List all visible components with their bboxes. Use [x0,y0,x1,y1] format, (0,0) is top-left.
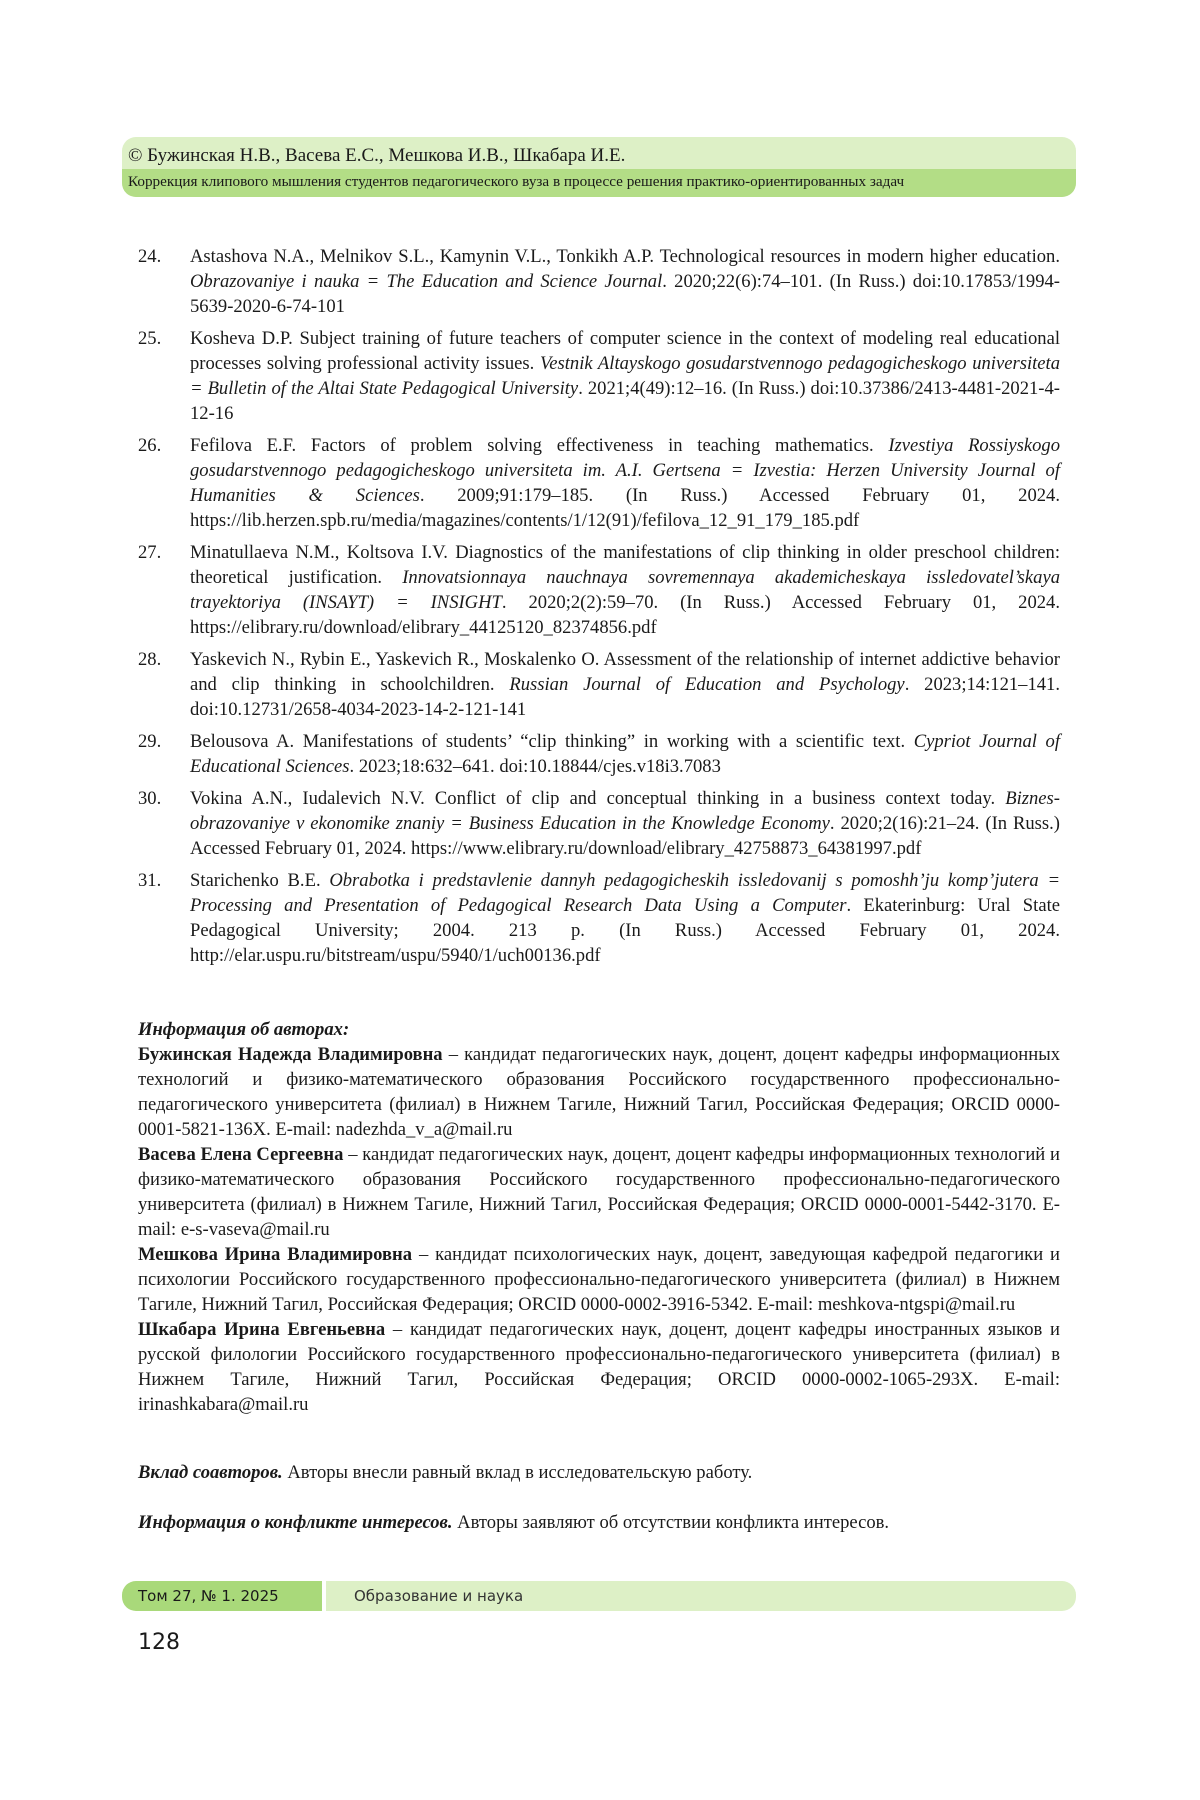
reference-number: 27. [138,542,162,563]
reference-text [190,326,1060,426]
reference-item [138,326,1060,426]
reference-source-title: Biznes-obrazovaniye v ekonomike znaniy = Business Education in the Knowledge Economy [190,788,1060,834]
running-header [122,137,1076,197]
author-name: Шкабара Ирина Евгеньевна [138,1319,386,1340]
author-name: Мешкова Ирина Владимировна [138,1244,413,1265]
reference-number: 31. [138,870,162,891]
header-article-title: Коррекция клипового мышления студентов педагогического вуза в процессе решения практико-ориентированных задач [128,173,905,190]
reference-segment: Yaskevich N., Rybin E., Yaskevich R., Moskalenko O. Assessment of the relationship of internet addictive behavior and clip thinking in schoolchildren. [190,649,1060,695]
author-name: Бужинская Надежда Владимировна [138,1044,443,1065]
reference-text [190,244,1060,319]
reference-item [138,786,1060,861]
header-authors: © Бужинская Н.В., Васева Е.С., Мешкова И.В., Шкабара И.Е. [128,145,626,166]
author-entry [138,1317,1060,1417]
author-details: – кандидат педагогических наук, доцент, доцент кафедры иностранных языков и русской филологии Российского государственного профессионально-педагогического университета (филиал) в Нижнем Тагиле, Нижний Тагил, Российская Федерация; ORCID 0000-0002-1065-293X. E-mail: irinashkabara@mail.ru [138,1319,1060,1415]
contribution-statement [138,1460,1060,1485]
page-number: 128 [138,1630,180,1655]
reference-segment: Fefilova E.F. Factors of problem solving effectiveness in teaching mathematics. [190,435,889,456]
reference-item [138,244,1060,319]
reference-source-title: Innovatsionnaya nauchnaya sovremennaya akademicheskaya issledovatel’skaya trayektoriya (INSAYT) = INSIGHT [190,567,1060,613]
reference-segment: Vokina A.N., Iudalevich N.V. Conflict of clip and conceptual thinking in a business context today. [190,788,1006,809]
reference-segment: . 2020;2(2):59–70. (In Russ.) Accessed February 01, 2024. https://elibrary.ru/download/elibrary_44125120_82374856.pdf [190,592,1061,638]
reference-item [138,540,1060,640]
author-details: – кандидат педагогических наук, доцент, доцент кафедры информационных технологий и физико-математического образования Российского государственного профессионально-педагогического университета (филиал) в Нижнем Тагиле, Нижний Тагил, Российская Федерация; ORCID 0000-0001-5821-136X. E-mail: nadezhda_v_a@mail.ru [138,1044,1060,1140]
author-entry [138,1042,1060,1142]
author-details: – кандидат психологических наук, доцент, заведующая кафедрой педагогики и психологии Российского государственного профессионально-педагогического университета (филиал) в Нижнем Тагиле, Нижний Тагил, Российская Федерация; ORCID 0000-0002-3916-5342. E-mail: meshkova-ntgspi@mail.ru [138,1244,1060,1315]
reference-number: 25. [138,328,162,349]
reference-source-title: Cypriot Journal of Educational Sciences [190,731,1060,777]
reference-text [190,433,1060,533]
reference-text [190,868,1060,968]
reference-segment: Belousova A. Manifestations of students’ “clip thinking” in working with a scientific text. [190,731,914,752]
conflict-statement [138,1510,1060,1535]
running-footer [122,1581,1076,1611]
conflict-label: Информация о конфликте интересов. [138,1512,453,1533]
reference-text [190,647,1060,722]
reference-segment: . 2021;4(49):12–16. (In Russ.) doi:10.37386/2413-4481-2021-4-12-16 [190,378,1060,424]
reference-number: 26. [138,435,162,456]
author-name: Васева Елена Сергеевна [138,1144,344,1165]
footer-volume: Том 27, № 1. 2025 [122,1581,322,1611]
reference-item [138,647,1060,722]
reference-source-title: Izvestiya Rossiyskogo gosudarstvennogo pedagogicheskogo universiteta im. A.I. Gertsena = Izvestia: Herzen University Journal of Humanities & Sciences [190,435,1061,506]
author-entry [138,1142,1060,1242]
authors-info-heading: Информация об авторах: [138,1019,350,1040]
reference-text [190,729,1060,779]
reference-segment: Kosheva D.P. Subject training of future teachers of computer science in the context of modeling real educational processes solving professional activity issues. [190,328,1060,374]
authors-info [138,1017,1060,1417]
reference-number: 30. [138,788,162,809]
reference-number: 29. [138,731,162,752]
reference-item [138,433,1060,533]
reference-segment: . 2020;22(6):74–101. (In Russ.) doi:10.17853/1994-5639-2020-6-74-101 [190,271,1060,317]
reference-segment: Starichenko B.E. [190,870,330,891]
reference-number: 28. [138,649,162,670]
author-entry [138,1242,1060,1317]
reference-segment: Minatullaeva N.M., Koltsova I.V. Diagnostics of the manifestations of clip thinking in older preschool children: theoretical justification. [190,542,1060,588]
footer-journal-name: Образование и наука [326,1581,1076,1611]
reference-item [138,868,1060,968]
reference-item [138,729,1060,779]
author-entries [138,1042,1060,1417]
reference-segment: . 2020;2(16):21–24. (In Russ.) Accessed February 01, 2024. https://www.elibrary.ru/download/elibrary_42758873_64381997.pdf [190,813,1060,859]
author-details: – кандидат педагогических наук, доцент, доцент кафедры информационных технологий и физико-математического образования Российского государственного профессионально-педагогического университета (филиал) в Нижнем Тагиле, Нижний Тагил, Российская Федерация; ORCID 0000-0001-5442-3170. E-mail: e-s-vaseva@mail.ru [138,1144,1060,1240]
reference-segment: . 2023;14:121–141. doi:10.12731/2658-4034-2023-14-2-121-141 [190,674,1060,720]
reference-source-title: Obrazovaniye i nauka = The Education and Science Journal [190,271,663,292]
reference-source-title: Russian Journal of Education and Psychology [509,674,905,695]
reference-segment: . 2009;91:179–185. (In Russ.) Accessed February 01, 2024. https://lib.herzen.spb.ru/media/magazines/contents/1/12(91)/fefilova_12_91_179_185.pdf [190,485,1060,531]
reference-text [190,540,1060,640]
reference-segment: . Ekaterinburg: Ural State Pedagogical University; 2004. 213 p. (In Russ.) Accessed February 01, 2024. http://elar.uspu.ru/bitstream/uspu/5940/1/uch00136.pdf [190,895,1060,966]
reference-list [138,244,1060,975]
reference-number: 24. [138,246,162,267]
reference-source-title: Obrabotka i predstavlenie dannyh pedagogicheskih issledovanij s pomoshh’ju komp’jutera = Processing and Presentation of Pedagogical Research Data Using a Computer [190,870,1060,916]
contribution-text: Авторы внесли равный вклад в исследовательскую работу. [282,1462,753,1483]
reference-segment: . 2023;18:632–641. doi:10.18844/cjes.v18i3.7083 [349,756,721,777]
reference-source-title: Vestnik Altayskogo gosudarstvennogo pedagogicheskogo universiteta = Bulletin of the Altai State Pedagogical University [190,353,1060,399]
reference-segment: Astashova N.A., Melnikov S.L., Kamynin V.L., Tonkikh A.P. Technological resources in modern higher education. [190,246,1060,267]
contribution-label: Вклад соавторов. [138,1462,283,1483]
header-title-bar [122,169,1076,197]
reference-text [190,786,1060,861]
conflict-text: Авторы заявляют об отсутствии конфликта интересов. [452,1512,890,1533]
